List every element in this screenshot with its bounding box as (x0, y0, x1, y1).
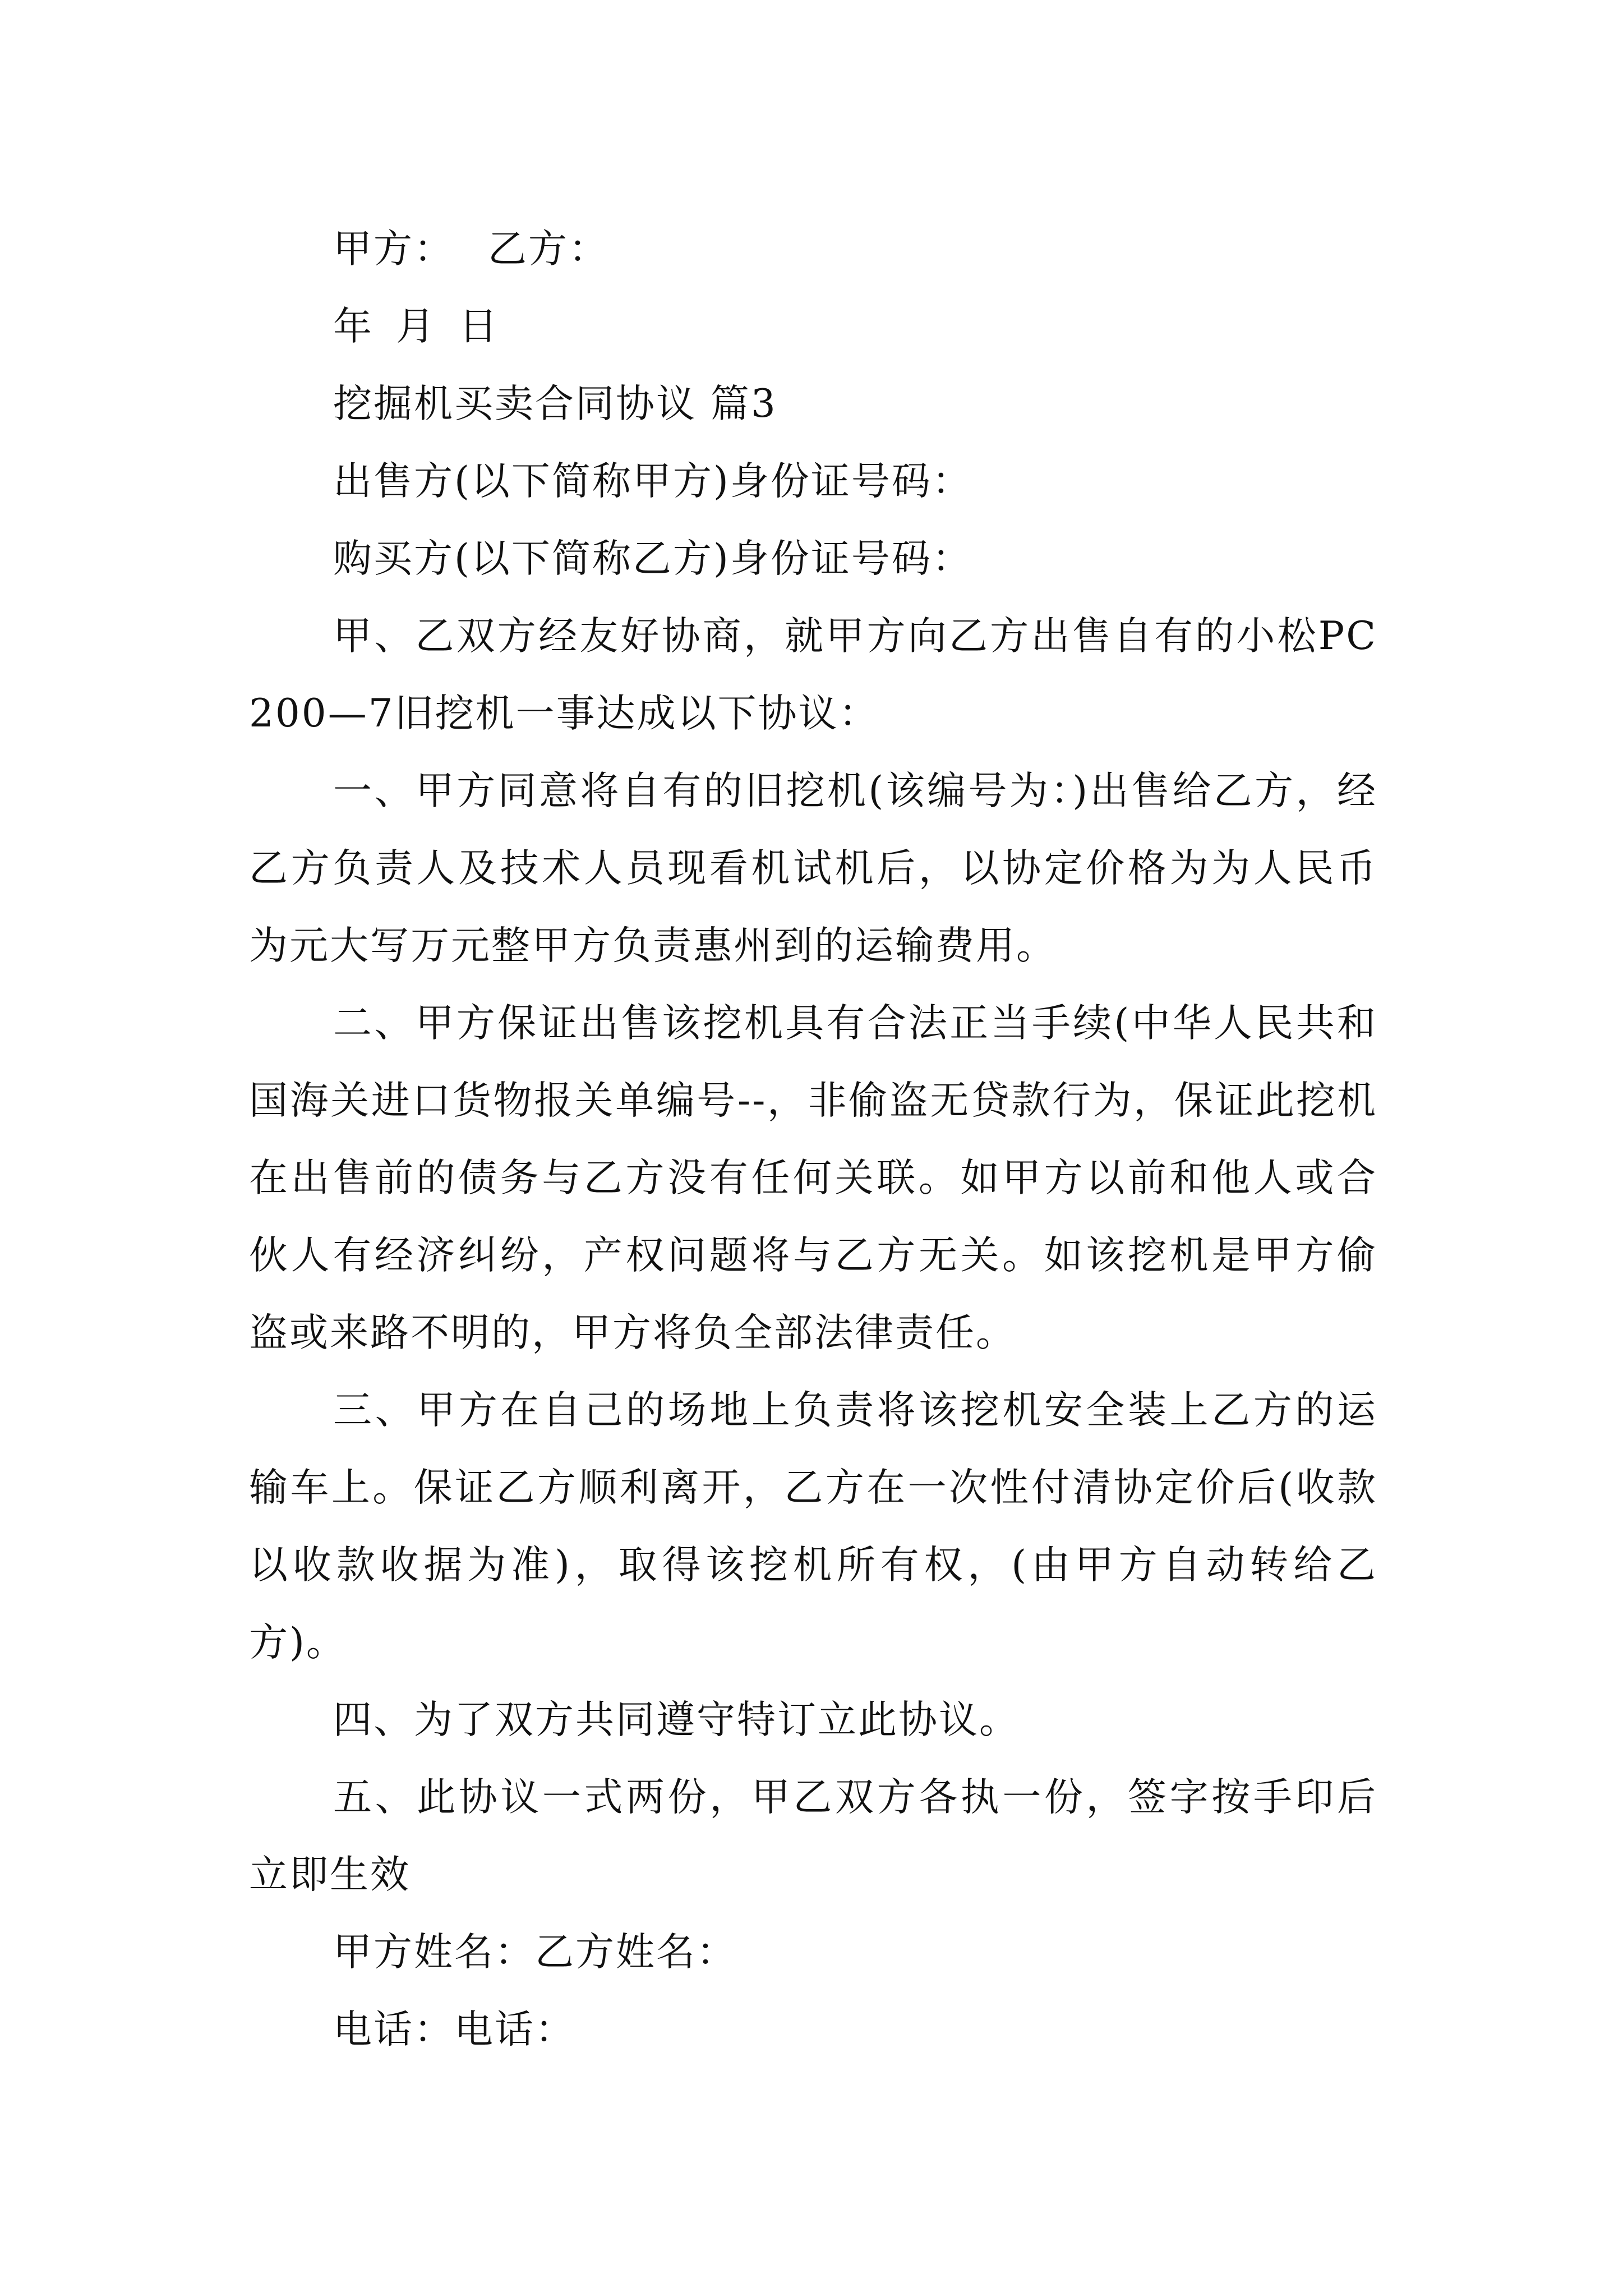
paragraph-clause-3: 三、甲方在自己的场地上负责将该挖机安全装上乙方的运输车上。保证乙方顺利离开，乙方在一次性付清协定价后(收款以收款收据为准)，取得该挖机所有权，(由甲方自动转给乙方)。 (249, 1388, 1377, 1665)
contract-title: 挖掘机买卖合同协议 篇3 (333, 381, 777, 426)
date-month: 月 (396, 304, 436, 349)
party-a-label: 甲方： (333, 227, 454, 272)
party-b-name-label: 乙方姓名： (535, 1930, 737, 1975)
paragraph-intro: 甲、乙双方经友好协商，就甲方向乙方出售自有的小松PC200—7旧挖机一事达成以下协议： (249, 614, 1377, 736)
party-a-name-label: 甲方姓名： (333, 1930, 535, 1975)
document-body (249, 210, 1377, 2068)
date-day: 日 (459, 304, 499, 349)
signature-line-top (249, 210, 1377, 288)
buyer-id-line: 购买方(以下简称乙方)身份证号码： (333, 536, 972, 581)
party-b-label: 乙方： (488, 227, 609, 272)
party-b-phone-label: 电话： (454, 2007, 575, 2052)
seller-id-line: 出售方(以下简称甲方)身份证号码： (333, 459, 972, 504)
phone-line (249, 1991, 1377, 2068)
date-year: 年 (333, 304, 374, 349)
signature-name-line (249, 1913, 1377, 1991)
date-line (249, 288, 1377, 365)
paragraph-clause-1: 一、甲方同意将自有的旧挖机(该编号为：)出售给乙方，经乙方负责人及技术人员现看机试机后，以协定价格为为人民币为元大写万元整甲方负责惠州到的运输费用。 (249, 769, 1377, 968)
paragraph-clause-4: 四、为了双方共同遵守特订立此协议。 (333, 1697, 1020, 1742)
paragraph-clause-2: 二、甲方保证出售该挖机具有合法正当手续(中华人民共和国海关进口货物报关单编号--，非偷盗无贷款行为，保证此挖机在出售前的债务与乙方没有任何关联。如甲方以前和他人或合伙人有经济纠纷，产权问题将与乙方无关。如该挖机是甲方偷盗或来路不明的，甲方将负全部法律责任。 (249, 1001, 1377, 1355)
party-a-phone-label: 电话： (333, 2007, 454, 2052)
paragraph-clause-5: 五、此协议一式两份，甲乙双方各执一份，签字按手印后立即生效 (249, 1775, 1377, 1897)
